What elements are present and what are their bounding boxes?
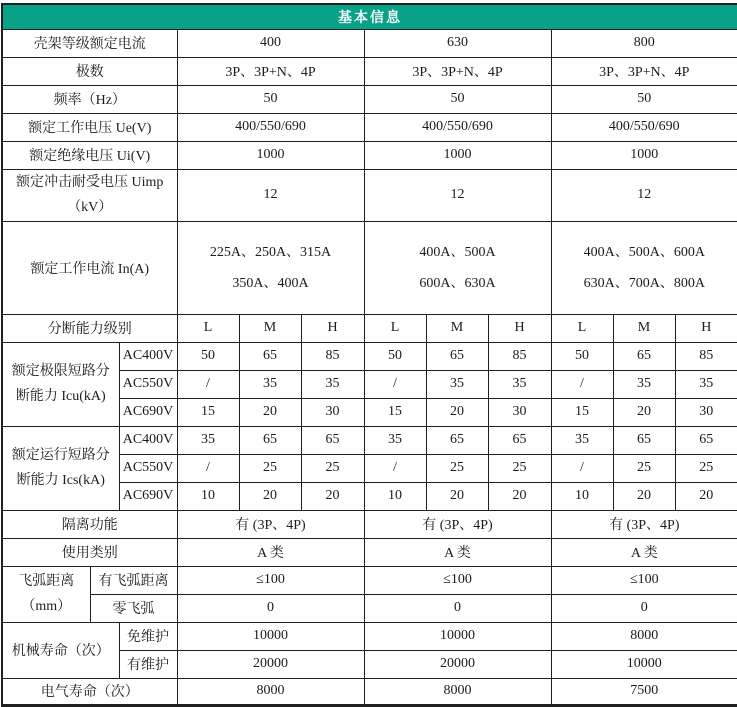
arc-1-0: 0 <box>177 594 364 622</box>
icu-2-6: 15 <box>551 398 613 426</box>
arc-sub-1: 零飞弧 <box>90 594 177 622</box>
usage-value-2: A 类 <box>551 538 737 566</box>
ics-2-5: 20 <box>488 482 551 510</box>
icu-2-5: 30 <box>488 398 551 426</box>
in-current-value-0-line2: 350A、400A <box>232 275 309 291</box>
grade-6: L <box>551 314 613 342</box>
isolation-value-0: 有 (3P、4P) <box>177 510 364 538</box>
poles-value-0: 3P、3P+N、4P <box>177 57 364 85</box>
arc-1-2: 0 <box>551 594 737 622</box>
mech-1-2: 10000 <box>551 650 737 678</box>
icu-1-4: 35 <box>426 370 488 398</box>
ics-1-8: 25 <box>675 454 737 482</box>
title-row <box>2 4 737 29</box>
ics-1-2: 25 <box>301 454 364 482</box>
mech-0-0: 10000 <box>177 622 364 650</box>
icu-1-7: 35 <box>613 370 675 398</box>
elec-life-value-2: 7500 <box>551 678 737 705</box>
icu-1-1: 35 <box>239 370 301 398</box>
icu-0-7: 65 <box>613 342 675 370</box>
in-current-value-1 <box>364 221 551 314</box>
ics-0-7: 65 <box>613 426 675 454</box>
frequency-label: 频率（Hz） <box>2 85 177 113</box>
in-current-value-2-line1: 400A、500A、600A <box>583 244 705 260</box>
spec-table <box>1 3 737 707</box>
elec-life-value-0: 8000 <box>177 678 364 705</box>
grade-5: H <box>488 314 551 342</box>
in-current-value-1-line1: 400A、500A <box>419 244 496 260</box>
ics-0-4: 65 <box>426 426 488 454</box>
row-icu-ac400v <box>2 342 737 370</box>
ics-sub-2: AC690V <box>119 482 177 510</box>
row-poles <box>2 57 737 85</box>
ue-value-1: 400/550/690 <box>364 113 551 141</box>
usage-value-0: A 类 <box>177 538 364 566</box>
icu-1-0: / <box>177 370 239 398</box>
in-current-value-1-line2: 600A、630A <box>419 275 496 291</box>
icu-2-8: 30 <box>675 398 737 426</box>
ics-0-8: 65 <box>675 426 737 454</box>
icu-0-3: 50 <box>364 342 426 370</box>
icu-0-0: 50 <box>177 342 239 370</box>
poles-label: 极数 <box>2 57 177 85</box>
row-mech-life-free <box>2 622 737 650</box>
ics-1-3: / <box>364 454 426 482</box>
arc-0-1: ≤100 <box>364 566 551 594</box>
row-ics-ac400v <box>2 426 737 454</box>
frame-current-label: 壳架等级额定电流 <box>2 29 177 57</box>
frame-current-value-2: 800 <box>551 29 737 57</box>
ics-sub-1: AC550V <box>119 454 177 482</box>
isolation-value-1: 有 (3P、4P) <box>364 510 551 538</box>
icu-0-4: 65 <box>426 342 488 370</box>
grade-1: M <box>239 314 301 342</box>
uimp-value-2: 12 <box>551 169 737 221</box>
icu-2-1: 20 <box>239 398 301 426</box>
ui-label: 额定绝缘电压 Ui(V) <box>2 141 177 169</box>
icu-2-7: 20 <box>613 398 675 426</box>
ics-0-5: 65 <box>488 426 551 454</box>
row-breaking-grade <box>2 314 737 342</box>
ui-value-2: 1000 <box>551 141 737 169</box>
ics-0-1: 65 <box>239 426 301 454</box>
frame-current-value-1: 630 <box>364 29 551 57</box>
uimp-label <box>2 169 177 221</box>
icu-2-3: 15 <box>364 398 426 426</box>
arc-sub-0: 有飞弧距离 <box>90 566 177 594</box>
ics-1-5: 25 <box>488 454 551 482</box>
ics-0-3: 35 <box>364 426 426 454</box>
icu-0-6: 50 <box>551 342 613 370</box>
mech-0-1: 10000 <box>364 622 551 650</box>
isolation-value-2: 有 (3P、4P) <box>551 510 737 538</box>
ics-1-7: 25 <box>613 454 675 482</box>
elec-life-value-1: 8000 <box>364 678 551 705</box>
ics-0-0: 35 <box>177 426 239 454</box>
ics-2-0: 10 <box>177 482 239 510</box>
poles-value-1: 3P、3P+N、4P <box>364 57 551 85</box>
ics-1-6: / <box>551 454 613 482</box>
ics-1-0: / <box>177 454 239 482</box>
icu-2-4: 20 <box>426 398 488 426</box>
mech-1-0: 20000 <box>177 650 364 678</box>
uimp-value-0: 12 <box>177 169 364 221</box>
in-current-value-2-line2: 630A、700A、800A <box>583 275 705 291</box>
in-current-label: 额定工作电流 In(A) <box>2 221 177 314</box>
icu-label-line1: 额定极限短路分 <box>11 364 110 379</box>
in-current-value-0-line1: 225A、250A、315A <box>209 244 332 260</box>
in-current-value-0 <box>177 221 364 314</box>
grade-0: L <box>177 314 239 342</box>
icu-0-5: 85 <box>488 342 551 370</box>
icu-2-2: 30 <box>301 398 364 426</box>
mech-sub-0: 免维护 <box>119 622 177 650</box>
ics-2-6: 10 <box>551 482 613 510</box>
ics-2-8: 20 <box>675 482 737 510</box>
icu-1-5: 35 <box>488 370 551 398</box>
icu-1-2: 35 <box>301 370 364 398</box>
icu-sub-0: AC400V <box>119 342 177 370</box>
icu-sub-2: AC690V <box>119 398 177 426</box>
usage-value-1: A 类 <box>364 538 551 566</box>
icu-1-8: 35 <box>675 370 737 398</box>
row-arc-zero <box>2 594 737 622</box>
icu-sub-1: AC550V <box>119 370 177 398</box>
arc-label <box>2 566 90 622</box>
mech-sub-1: 有维护 <box>119 650 177 678</box>
row-frame-current <box>2 29 737 57</box>
ics-0-2: 65 <box>301 426 364 454</box>
ue-value-0: 400/550/690 <box>177 113 364 141</box>
frequency-value-0: 50 <box>177 85 364 113</box>
frame-current-value-0: 400 <box>177 29 364 57</box>
grade-8: H <box>675 314 737 342</box>
arc-label-line2: （mm） <box>21 599 72 614</box>
row-ue <box>2 113 737 141</box>
ics-label <box>2 426 119 510</box>
row-ui <box>2 141 737 169</box>
elec-life-label: 电气寿命（次） <box>2 678 177 705</box>
ics-2-3: 10 <box>364 482 426 510</box>
ics-0-6: 35 <box>551 426 613 454</box>
ics-sub-0: AC400V <box>119 426 177 454</box>
ics-2-1: 20 <box>239 482 301 510</box>
isolation-label: 隔离功能 <box>2 510 177 538</box>
ics-label-line1: 额定运行短路分 <box>11 448 110 463</box>
arc-label-line1: 飞弧距离 <box>18 574 75 589</box>
icu-0-2: 85 <box>301 342 364 370</box>
arc-1-1: 0 <box>364 594 551 622</box>
usage-label: 使用类别 <box>2 538 177 566</box>
grade-2: H <box>301 314 364 342</box>
breaking-grade-label: 分断能力级别 <box>2 314 177 342</box>
row-in-current <box>2 221 737 314</box>
uimp-label-line2: （kV） <box>67 200 113 215</box>
uimp-value-1: 12 <box>364 169 551 221</box>
ui-value-0: 1000 <box>177 141 364 169</box>
table-title: 基本信息 <box>2 4 737 29</box>
in-current-value-2 <box>551 221 737 314</box>
row-elec-life <box>2 678 737 705</box>
ics-1-1: 25 <box>239 454 301 482</box>
frequency-value-1: 50 <box>364 85 551 113</box>
mech-1-1: 20000 <box>364 650 551 678</box>
row-uimp <box>2 169 737 221</box>
row-frequency <box>2 85 737 113</box>
icu-label <box>2 342 119 426</box>
ui-value-1: 1000 <box>364 141 551 169</box>
icu-0-8: 85 <box>675 342 737 370</box>
frequency-value-2: 50 <box>551 85 737 113</box>
uimp-label-line1: 额定冲击耐受电压 Uimp <box>16 175 164 190</box>
ics-label-line2: 断能力 Ics(kA) <box>16 473 105 488</box>
row-usage-category <box>2 538 737 566</box>
ue-label: 额定工作电压 Ue(V) <box>2 113 177 141</box>
grade-4: M <box>426 314 488 342</box>
icu-1-3: / <box>364 370 426 398</box>
ue-value-2: 400/550/690 <box>551 113 737 141</box>
icu-2-0: 15 <box>177 398 239 426</box>
mech-0-2: 8000 <box>551 622 737 650</box>
icu-label-line2: 断能力 Icu(kA) <box>15 389 106 404</box>
ics-2-4: 20 <box>426 482 488 510</box>
grade-3: L <box>364 314 426 342</box>
ics-1-4: 25 <box>426 454 488 482</box>
icu-1-6: / <box>551 370 613 398</box>
arc-0-0: ≤100 <box>177 566 364 594</box>
ics-2-2: 20 <box>301 482 364 510</box>
icu-0-1: 65 <box>239 342 301 370</box>
poles-value-2: 3P、3P+N、4P <box>551 57 737 85</box>
grade-7: M <box>613 314 675 342</box>
mech-life-label: 机械寿命（次） <box>2 622 119 678</box>
row-arc-with <box>2 566 737 594</box>
ics-2-7: 20 <box>613 482 675 510</box>
arc-0-2: ≤100 <box>551 566 737 594</box>
row-isolation <box>2 510 737 538</box>
